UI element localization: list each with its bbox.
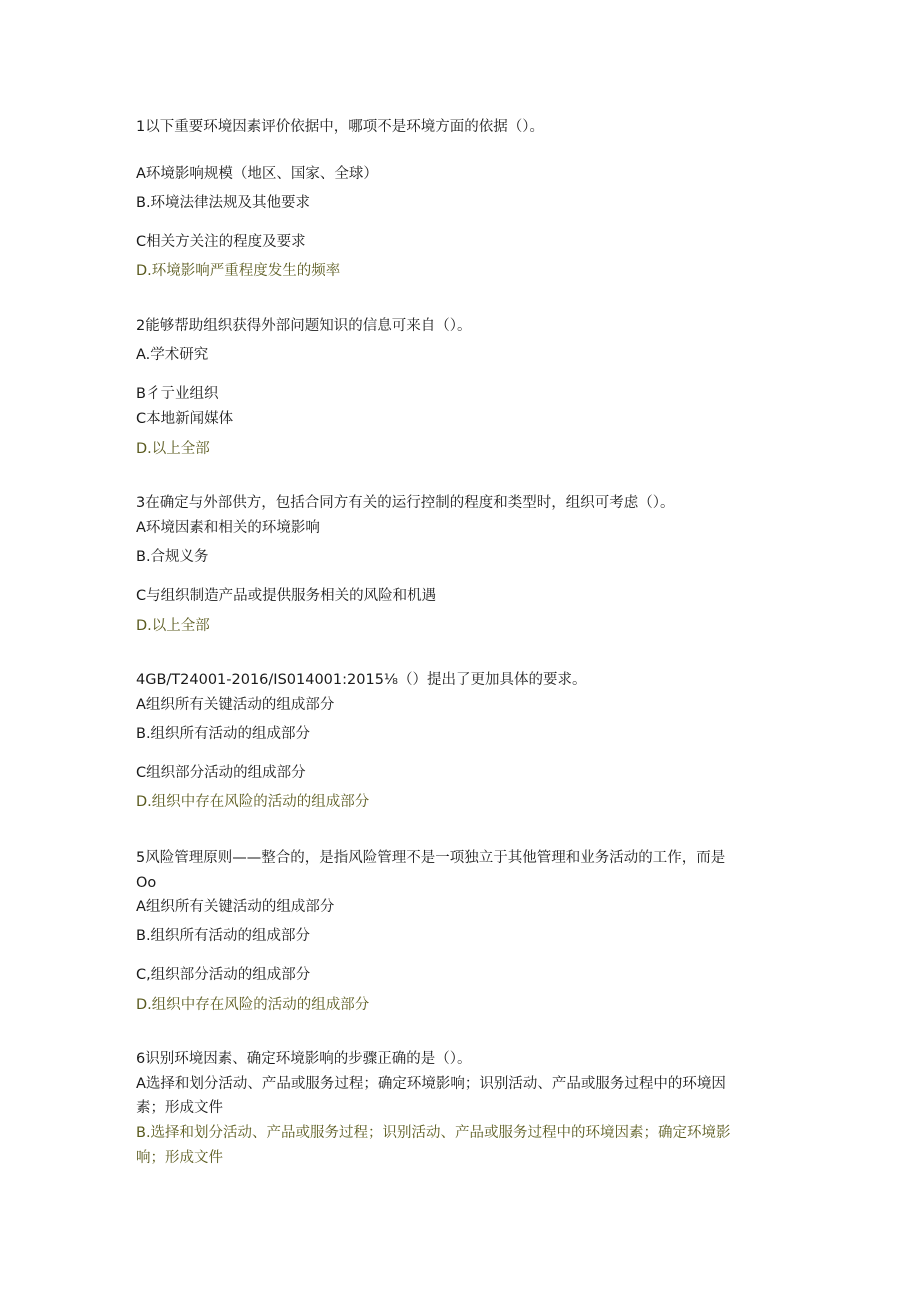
question-4-stem: 4GB/T24001-2016/IS014001:2015⅛（）提出了更加具体的要求。	[136, 672, 587, 688]
question-6-option-a-line-1: A选择和划分活动、产品或服务过程；确定环境影响；识别活动、产品或服务过程中的环境因	[136, 1076, 726, 1092]
question-1-option-a: A环境影响规模（地区、国家、全球）	[136, 166, 378, 182]
question-4-option-d: D.组织中存在风险的活动的组成部分	[136, 794, 370, 810]
question-3-stem: 3在确定与外部供方，包括合同方有关的运行控制的程度和类型时，组织可考虑（）。	[136, 495, 675, 511]
question-1-option-b: B.环境法律法规及其他要求	[136, 195, 311, 211]
question-1-stem: 1以下重要环境因素评价依据中，哪项不是环境方面的依据（）。	[136, 119, 544, 135]
question-3-option-c: C与组织制造产品或提供服务相关的风险和机遇	[136, 588, 437, 604]
question-6-option-b-line-2: 响；形成文件	[136, 1150, 223, 1166]
question-2-option-a: A.学术研究	[136, 347, 209, 363]
question-5-option-a: A组织所有关键活动的组成部分	[136, 899, 335, 915]
question-5-option-b: B.组织所有活动的组成部分	[136, 928, 311, 944]
question-5-stem: 5风险管理原则——整合的，是指风险管理不是一项独立于其他管理和业务活动的工作，而是	[136, 850, 726, 866]
question-4-option-c: C组织部分活动的组成部分	[136, 765, 306, 781]
question-5-option-c: C,组织部分活动的组成部分	[136, 967, 311, 983]
question-2-option-d: D.以上全部	[136, 441, 210, 457]
question-6-option-b-line-1: B.选择和划分活动、产品或服务过程；识别活动、产品或服务过程中的环境因素；确定环境影	[136, 1125, 731, 1141]
question-3-option-d: D.以上全部	[136, 618, 210, 634]
question-1-option-d: D.环境影响严重程度发生的频率	[136, 263, 341, 279]
question-4-option-a: A组织所有关键活动的组成部分	[136, 697, 335, 713]
question-5-stem-continuation: Oo	[136, 875, 157, 891]
question-4-option-b: B.组织所有活动的组成部分	[136, 726, 311, 742]
question-5-option-d: D.组织中存在风险的活动的组成部分	[136, 997, 370, 1013]
question-6-option-a-line-2: 素；形成文件	[136, 1100, 223, 1116]
question-3-option-a: A环境因素和相关的环境影响	[136, 520, 320, 536]
question-2-option-b: B彳亍业组织	[136, 386, 219, 402]
question-1-option-c: C相关方关注的程度及要求	[136, 234, 306, 250]
question-2-option-c: C本地新闻媒体	[136, 411, 234, 427]
question-6-stem: 6识别环境因素、确定环境影响的步骤正确的是（）。	[136, 1051, 472, 1067]
question-2-stem: 2能够帮助组织获得外部问题知识的信息可来自（）。	[136, 318, 472, 334]
question-3-option-b: B.合规义务	[136, 549, 209, 565]
